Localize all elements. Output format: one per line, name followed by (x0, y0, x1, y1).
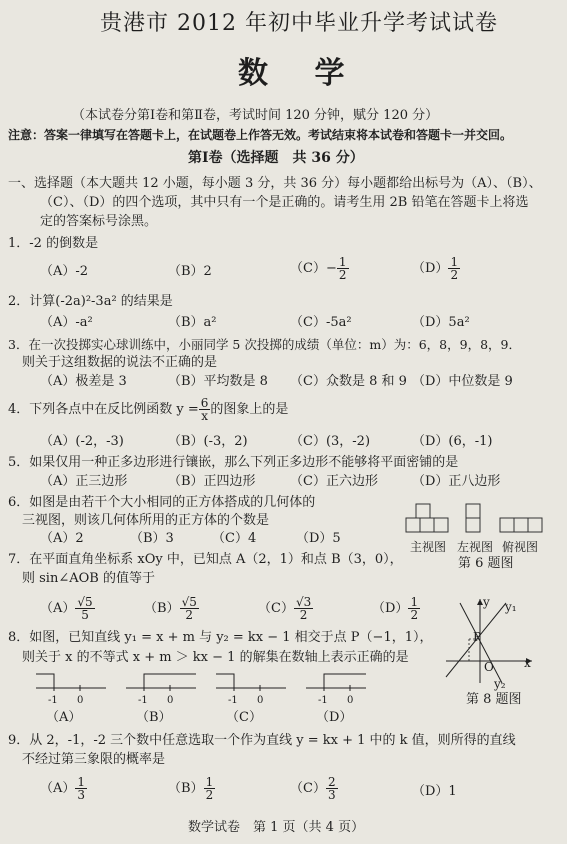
q6-top-view-label: 俯视图 (502, 540, 539, 554)
q4-stem: 4．下列各点中在反比例函数 y = $\frac{6}{x}$ 的图象上的是 (8, 396, 289, 423)
q6-option-b: （B）3 (130, 531, 174, 546)
q8-option-d: （D） (316, 710, 353, 725)
q2-option-d: （D）5a² (412, 315, 470, 330)
q6-stem-line-2: 三视图，则该几何体所用的正方体的个数是 (22, 513, 270, 528)
q8-fig-y2-label: y₂ (494, 677, 506, 691)
q7-stem-line-1: 7．在平面直角坐标系 xOy 中，已知点 A（2，1）和点 B（3，0）， (8, 552, 403, 567)
q7-option-c: （C） $\frac{√3}{2}$ (258, 595, 312, 622)
q7-option-a: （A） $\frac{√5}{5}$ (40, 595, 93, 622)
q8-c-tick-neg1: -1 (228, 695, 238, 706)
q2-option-a: （A）-a² (40, 315, 93, 330)
q2-stem: 2．计算(-2a)²-3a² 的结果是 (8, 294, 173, 309)
q2-option-b: （B）a² (168, 315, 217, 330)
q8-number-lines (30, 668, 370, 694)
q5-stem: 5．如果仅用一种正多边形进行镶嵌，那么下列正多边形不能够将平面密铺的是 (8, 455, 459, 470)
q3-option-a: （A）极差是 3 (40, 374, 127, 389)
q6-option-d: （D）5 (296, 531, 341, 546)
q8-b-tick-neg1: -1 (138, 695, 148, 706)
q9-option-a: （A） $\frac{1}{3}$ (40, 775, 86, 802)
q8-stem-line-1: 8．如图，已知直线 y₁ = x + m 与 y₂ = kx − 1 相交于点 P（−1，1）， (8, 630, 433, 645)
q3-option-d: （D）中位数是 9 (412, 374, 513, 389)
q8-stem-line-2: 则关于 x 的不等式 x + m ＞ kx − 1 的解集在数轴上表示正确的是 (22, 650, 409, 665)
q6-front-view-label: 主视图 (410, 540, 447, 554)
q8-option-c: （C） (226, 710, 262, 725)
q3-option-c: （C）众数是 8 和 9 (290, 374, 407, 389)
q6-three-views-figure (404, 500, 554, 538)
q5-option-b: （B）正四边形 (168, 474, 256, 489)
q8-fig-y-label: y (483, 595, 490, 609)
q1-option-c: （C）− $\frac{1}{2}$ (290, 255, 347, 282)
q8-fig-o-label: O (484, 660, 494, 674)
q9-stem-line-2: 不经过第三象限的概率是 (22, 752, 166, 767)
q8-option-a: （A） (46, 710, 82, 725)
front-view-drawing (406, 504, 448, 532)
q8-a-tick-neg1: -1 (48, 695, 58, 706)
q3-stem-line-1: 3．在一次投掷实心球训练中，小丽同学 5 次投掷的成绩（单位：m）为：6，8，9，8，9． (8, 337, 521, 352)
subject-title: 数 学 (238, 56, 363, 91)
q1-option-d: （D） $\frac{1}{2}$ (412, 255, 459, 282)
q6-option-a: （A）2 (40, 531, 84, 546)
q6-left-view-label: 左视图 (457, 540, 494, 554)
q4-option-c: （C）(3，-2) (290, 434, 371, 449)
instruction-line-2: （C）、（D）的四个选项，其中只有一个是正确的。请考生用 2B 铅笔在答题卡上将选 (40, 195, 529, 210)
instruction-line-3: 定的答案标号涂黑。 (40, 214, 158, 229)
q7-stem-line-2: 则 sin∠AOB 的值等于 (22, 571, 155, 586)
exam-title: 贵港市 2012 年初中毕业升学考试试卷 (100, 11, 498, 36)
left-view-drawing (466, 504, 480, 532)
q8-figure-caption: 第 8 题图 (466, 692, 522, 707)
q9-option-d: （D）1 (412, 784, 457, 799)
q9-stem-line-1: 9．从 2，-1，-2 三个数中任意选取一个作为直线 y = kx + 1 中的 k 值，则所得的直线 (8, 733, 516, 748)
q9-option-b: （B） $\frac{1}{2}$ (168, 775, 214, 802)
q1-option-b: （B）2 (168, 264, 212, 279)
q7-option-d: （D） $\frac{1}{2}$ (372, 595, 419, 622)
q6-option-c: （C）4 (212, 531, 257, 546)
q3-stem-line-2: 则关于这组数据的说法不正确的是 (22, 355, 218, 370)
q1-option-a: （A）-2 (40, 264, 89, 279)
q6-stem-line-1: 6．如图是由若干个大小相同的正方体搭成的几何体的 (8, 495, 316, 510)
number-line-d (306, 674, 366, 691)
q8-a-tick-0: 0 (77, 695, 84, 706)
number-line-a (36, 674, 106, 691)
q5-option-a: （A）正三边形 (40, 474, 128, 489)
q8-b-tick-0: 0 (167, 695, 174, 706)
q9-option-c: （C） $\frac{2}{3}$ (290, 775, 336, 802)
q8-fig-p-label: P (473, 630, 482, 644)
q4-option-b: （B）(-3，2) (168, 434, 248, 449)
page-footer: 数学试卷 第 1 页（共 4 页） (188, 820, 365, 835)
q5-option-c: （C）正六边形 (290, 474, 378, 489)
q2-option-c: （C）-5a² (290, 315, 352, 330)
q3-option-b: （B）平均数是 8 (168, 374, 268, 389)
number-line-c (216, 674, 286, 691)
q6-figure-caption: 第 6 题图 (458, 556, 514, 571)
q8-c-tick-0: 0 (257, 695, 264, 706)
exam-note: 注意：答案一律填写在答题卡上，在试题卷上作答无效。考试结束将本试卷和答题卡一并交回。 (8, 128, 513, 142)
q4-option-d: （D）(6，-1) (412, 434, 493, 449)
part1-heading: 第Ⅰ卷（选择题 共 36 分） (188, 150, 364, 166)
number-line-b (126, 674, 196, 691)
q8-d-tick-0: 0 (347, 695, 354, 706)
q8-option-b: （B） (136, 710, 172, 725)
q8-fig-y1-label: y₁ (505, 600, 517, 614)
q4-option-a: （A）(-2，-3) (40, 434, 124, 449)
q8-fig-x-label: x (524, 656, 531, 670)
top-view-drawing (500, 518, 542, 532)
q7-option-b: （B） $\frac{√5}{2}$ (144, 595, 197, 622)
q1-stem: 1．-2 的倒数是 (8, 236, 99, 251)
instruction-line-1: 一、选择题（本大题共 12 小题，每小题 3 分，共 36 分）每小题都给出标号为（A）、（B）、 (8, 176, 542, 191)
exam-info: （本试卷分第Ⅰ卷和第Ⅱ卷，考试时间 120 分钟，赋分 120 分） (72, 108, 439, 123)
q8-d-tick-neg1: -1 (318, 695, 328, 706)
q5-option-d: （D）正八边形 (412, 474, 501, 489)
